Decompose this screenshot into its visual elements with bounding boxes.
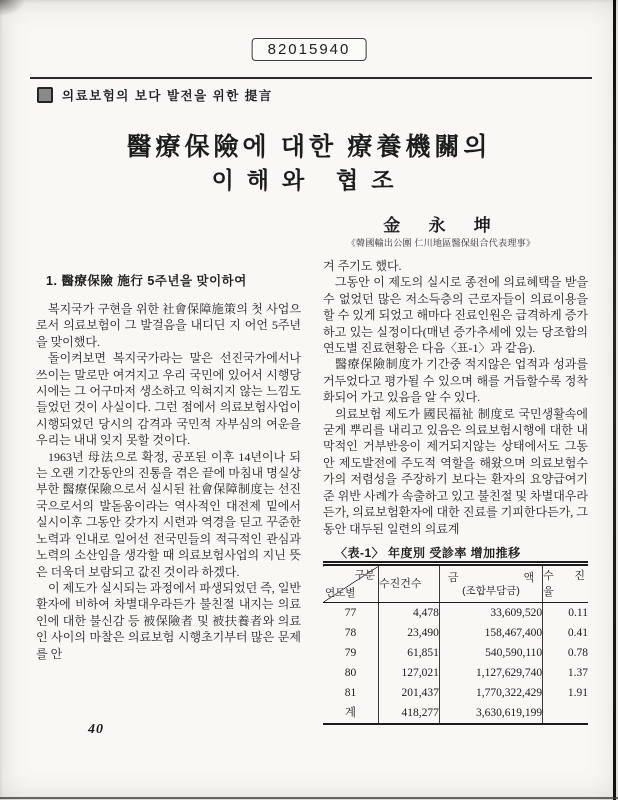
left-column xyxy=(36,258,301,725)
year-cell: 81 xyxy=(344,687,357,700)
amount-cell: 1,127,629,740 xyxy=(439,663,542,683)
rate-cell xyxy=(543,703,588,724)
table-block xyxy=(323,545,588,725)
paragraph: 복지국가 구현을 위한 社會保障施策의 첫 사업으로서 의료보험이 그 발걸음을 내디딘 지 어언 5주년을 맞이했다. xyxy=(36,302,301,349)
table-row xyxy=(323,663,588,683)
scan-artifact-bottom-edge xyxy=(0,797,618,799)
right-column xyxy=(323,258,588,725)
rate-cell: 1.37 xyxy=(543,663,588,683)
cases-cell: 23,490 xyxy=(378,623,439,643)
article-title-line1: 醫療保險에 대한 療養機關의 xyxy=(126,134,492,161)
cases-cell: 201,437 xyxy=(378,683,439,703)
paragraph: 돌이켜보면 복지국가라는 말은 선진국가에서나 쓰이는 말로만 여겨지고 우리 국민에 있어서 시행당시에는 그 어구마저 생소하고 익혀지지 않는 느낌도 들었던 것이 사실이다. 그런 점에서 의료보험사업이 시행되었던 당시의 감격과 국민적 자부심의 여운을 우리는 내내 잊지 못할 것이다. xyxy=(36,351,301,448)
cases-cell: 4,478 xyxy=(378,603,439,624)
col-header-amount-sub: (조합부담금) xyxy=(462,584,520,597)
corner-label-top: 구분 xyxy=(354,569,375,582)
author-affiliation: 《韓國輸出公團 仁川地區醫保組合代表理事》 xyxy=(346,238,536,248)
article-title-line2: 이해와 협조 xyxy=(211,168,407,193)
year-cell: 78 xyxy=(344,627,357,640)
paragraph: 이 제도가 실시되는 과정에서 파생되었던 즉, 일반환자에 비하여 차별대우라든가 불친절 내지는 의료인에 대한 불신감 등 被保險者 및 被扶養者와 의료인 사이의 마찰은 의료보험 시행초기부터 많은 문제를 안 xyxy=(36,580,301,661)
cases-cell: 61,851 xyxy=(378,643,439,663)
col-header-amount xyxy=(439,564,542,603)
year-cell: 계 xyxy=(344,707,357,720)
table-row-total xyxy=(323,703,588,724)
stamp-number: 82015940 xyxy=(252,38,367,61)
paragraph: 1963년 母法으로 확정, 공포된 이후 14년이나 되는 오랜 기간동안의 진통을 겪은 끝에 마침내 명실상부한 醫療保險으로서 실시된 社會保障制度는 선진국으로서의 발돋움이라는 역사적인 대전제 밑에서 실시이후 그동안 갖가지 시련과 역경을 딛고 꾸준한 노력과 인내로 일어선 전국민들의 적극적인 관심과 노력의 소산임을 생각할 때 의료보험사업의 지닌 뜻은 더욱더 보람되고 값진 것이라 하겠다. xyxy=(36,449,301,579)
body-columns xyxy=(36,258,588,725)
page-number: 40 xyxy=(88,722,104,737)
section-heading: 1. 醫療保險 施行 5주년을 맞이하여 xyxy=(46,274,247,288)
scan-artifact-right-edge xyxy=(613,0,616,800)
topic-header xyxy=(37,86,273,104)
table-row xyxy=(323,603,588,624)
col-header-rate: 수 진 율 xyxy=(543,564,588,603)
topic-bullet-icon xyxy=(37,87,53,103)
year-cell: 77 xyxy=(344,607,357,620)
table-row xyxy=(323,623,588,643)
scan-artifact-top-left xyxy=(0,0,26,16)
paragraph: 겨 주기도 했다. xyxy=(323,259,402,273)
rate-cell: 0.41 xyxy=(543,623,588,643)
rate-cell: 0.78 xyxy=(543,643,588,663)
paragraph: 의료보험 제도가 國民福祉 制度로 국민생활속에 굳게 뿌리를 내리고 있음은 의료보험시행에 대한 내막적인 거부반응이 제거되지않는 상태에서도 그동안 제도발전에 주도적 역할을 해왔으며 의료보험수가의 저렴성을 주장하기 보다는 환자의 요양급여기준 위반 사례가 속출하고 있고 불친절 및 차별대우라든가, 의료보험환자에 대한 진료를 기피한다든가, 그동안 대두된 일련의 의료계 xyxy=(323,406,588,536)
amount-cell: 1,770,322,429 xyxy=(439,683,542,703)
col-header-amount-label: 금 액 xyxy=(447,571,535,584)
year-cell: 80 xyxy=(344,667,357,680)
col-header-cases: 수진건수 xyxy=(378,564,439,603)
header-rule xyxy=(30,77,592,79)
table-corner-cell xyxy=(323,564,378,603)
paragraph: 그동안 이 제도의 실시로 종전에 의료혜택을 받을 수 없었던 많은 저소득층의 근로자들이 의료이용을 할 수 있게 되었고 해마다 진료인원은 급격하게 증가하고 있는 실정이다(매년 증가추세에 있는 당조합의 연도별 진료현황은 다음〈표-1〉과 같음). xyxy=(323,275,588,356)
author-name: 金 永 坤 xyxy=(383,216,503,235)
corner-label-bottom: 연도별 xyxy=(325,586,356,599)
topic-header-label: 의료보험의 보다 발전을 위한 提言 xyxy=(62,89,273,103)
rate-cell: 1.91 xyxy=(543,683,588,703)
year-cell: 79 xyxy=(344,647,357,660)
table-header-row xyxy=(323,564,588,603)
paragraph: 醫療保險制度가 기간중 적지않은 업적과 성과를 거두었다고 평가될 수 있으며 해를 거듭할수록 정착화되어 가고 있음을 알 수 있다. xyxy=(323,357,588,405)
table-row xyxy=(323,683,588,703)
cases-cell: 418,277 xyxy=(378,703,439,724)
amount-cell: 540,590,110 xyxy=(439,643,542,663)
amount-cell: 158,467,400 xyxy=(439,623,542,643)
amount-cell: 3,630,619,199 xyxy=(439,703,542,724)
table-caption: 〈表-1〉 年度別 受診率 增加推移 xyxy=(335,545,521,560)
cases-cell: 127,021 xyxy=(378,663,439,683)
rate-cell: 0.11 xyxy=(543,603,588,624)
stats-table xyxy=(323,561,588,725)
amount-cell: 33,609,520 xyxy=(439,603,542,624)
table-row xyxy=(323,643,588,663)
